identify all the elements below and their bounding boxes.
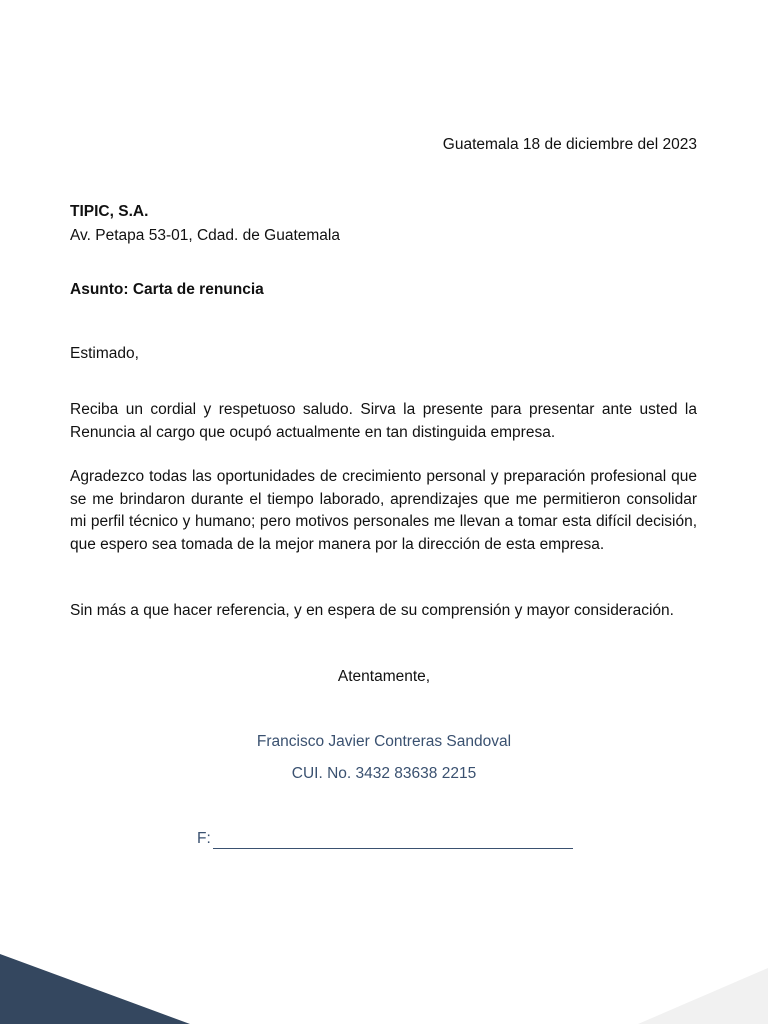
recipient-block — [70, 200, 340, 248]
letter-date: Guatemala 18 de diciembre del 2023 — [442, 136, 697, 153]
body-paragraph-3: Sin más a que hacer referencia, y en espera de su comprensión y mayor consideración. — [70, 602, 674, 619]
recipient-company: TIPIC, S.A. — [70, 203, 149, 220]
body-paragraph-1: Reciba un cordial y respetuoso saludo. Sirva la presente para presentar ante usted la Renuncia al cargo que ocupó actualmente en tan distinguida empresa. — [70, 401, 697, 441]
subject-line — [70, 280, 264, 300]
signature-line — [197, 829, 573, 849]
signature-cui: CUI. No. 3432 83638 2215 — [291, 765, 477, 782]
recipient-address: Av. Petapa 53-01, Cdad. de Guatemala — [70, 227, 340, 244]
corner-decoration-left — [0, 954, 200, 1024]
body-paragraph-2: Agradezco todas las oportunidades de crecimiento personal y preparación profesional que se me brindaron durante el tiempo laborado, aprendizajes que me permitieron consolidar mi perfil técnico y humano; pero motivos personales me llevan a tomar esta difícil decisión, que espero sea tomada de la mejor manera por la dirección de esta empresa. — [70, 468, 697, 553]
subject-label: Asunto: Carta de renuncia — [70, 281, 264, 298]
signature-name: Francisco Javier Contreras Sandoval — [256, 733, 512, 750]
signature-rule — [213, 832, 573, 849]
closing: Atentamente, — [337, 668, 431, 685]
signature-label: F: — [197, 830, 211, 847]
greeting: Estimado, — [70, 345, 139, 362]
corner-decoration-right — [618, 968, 768, 1024]
